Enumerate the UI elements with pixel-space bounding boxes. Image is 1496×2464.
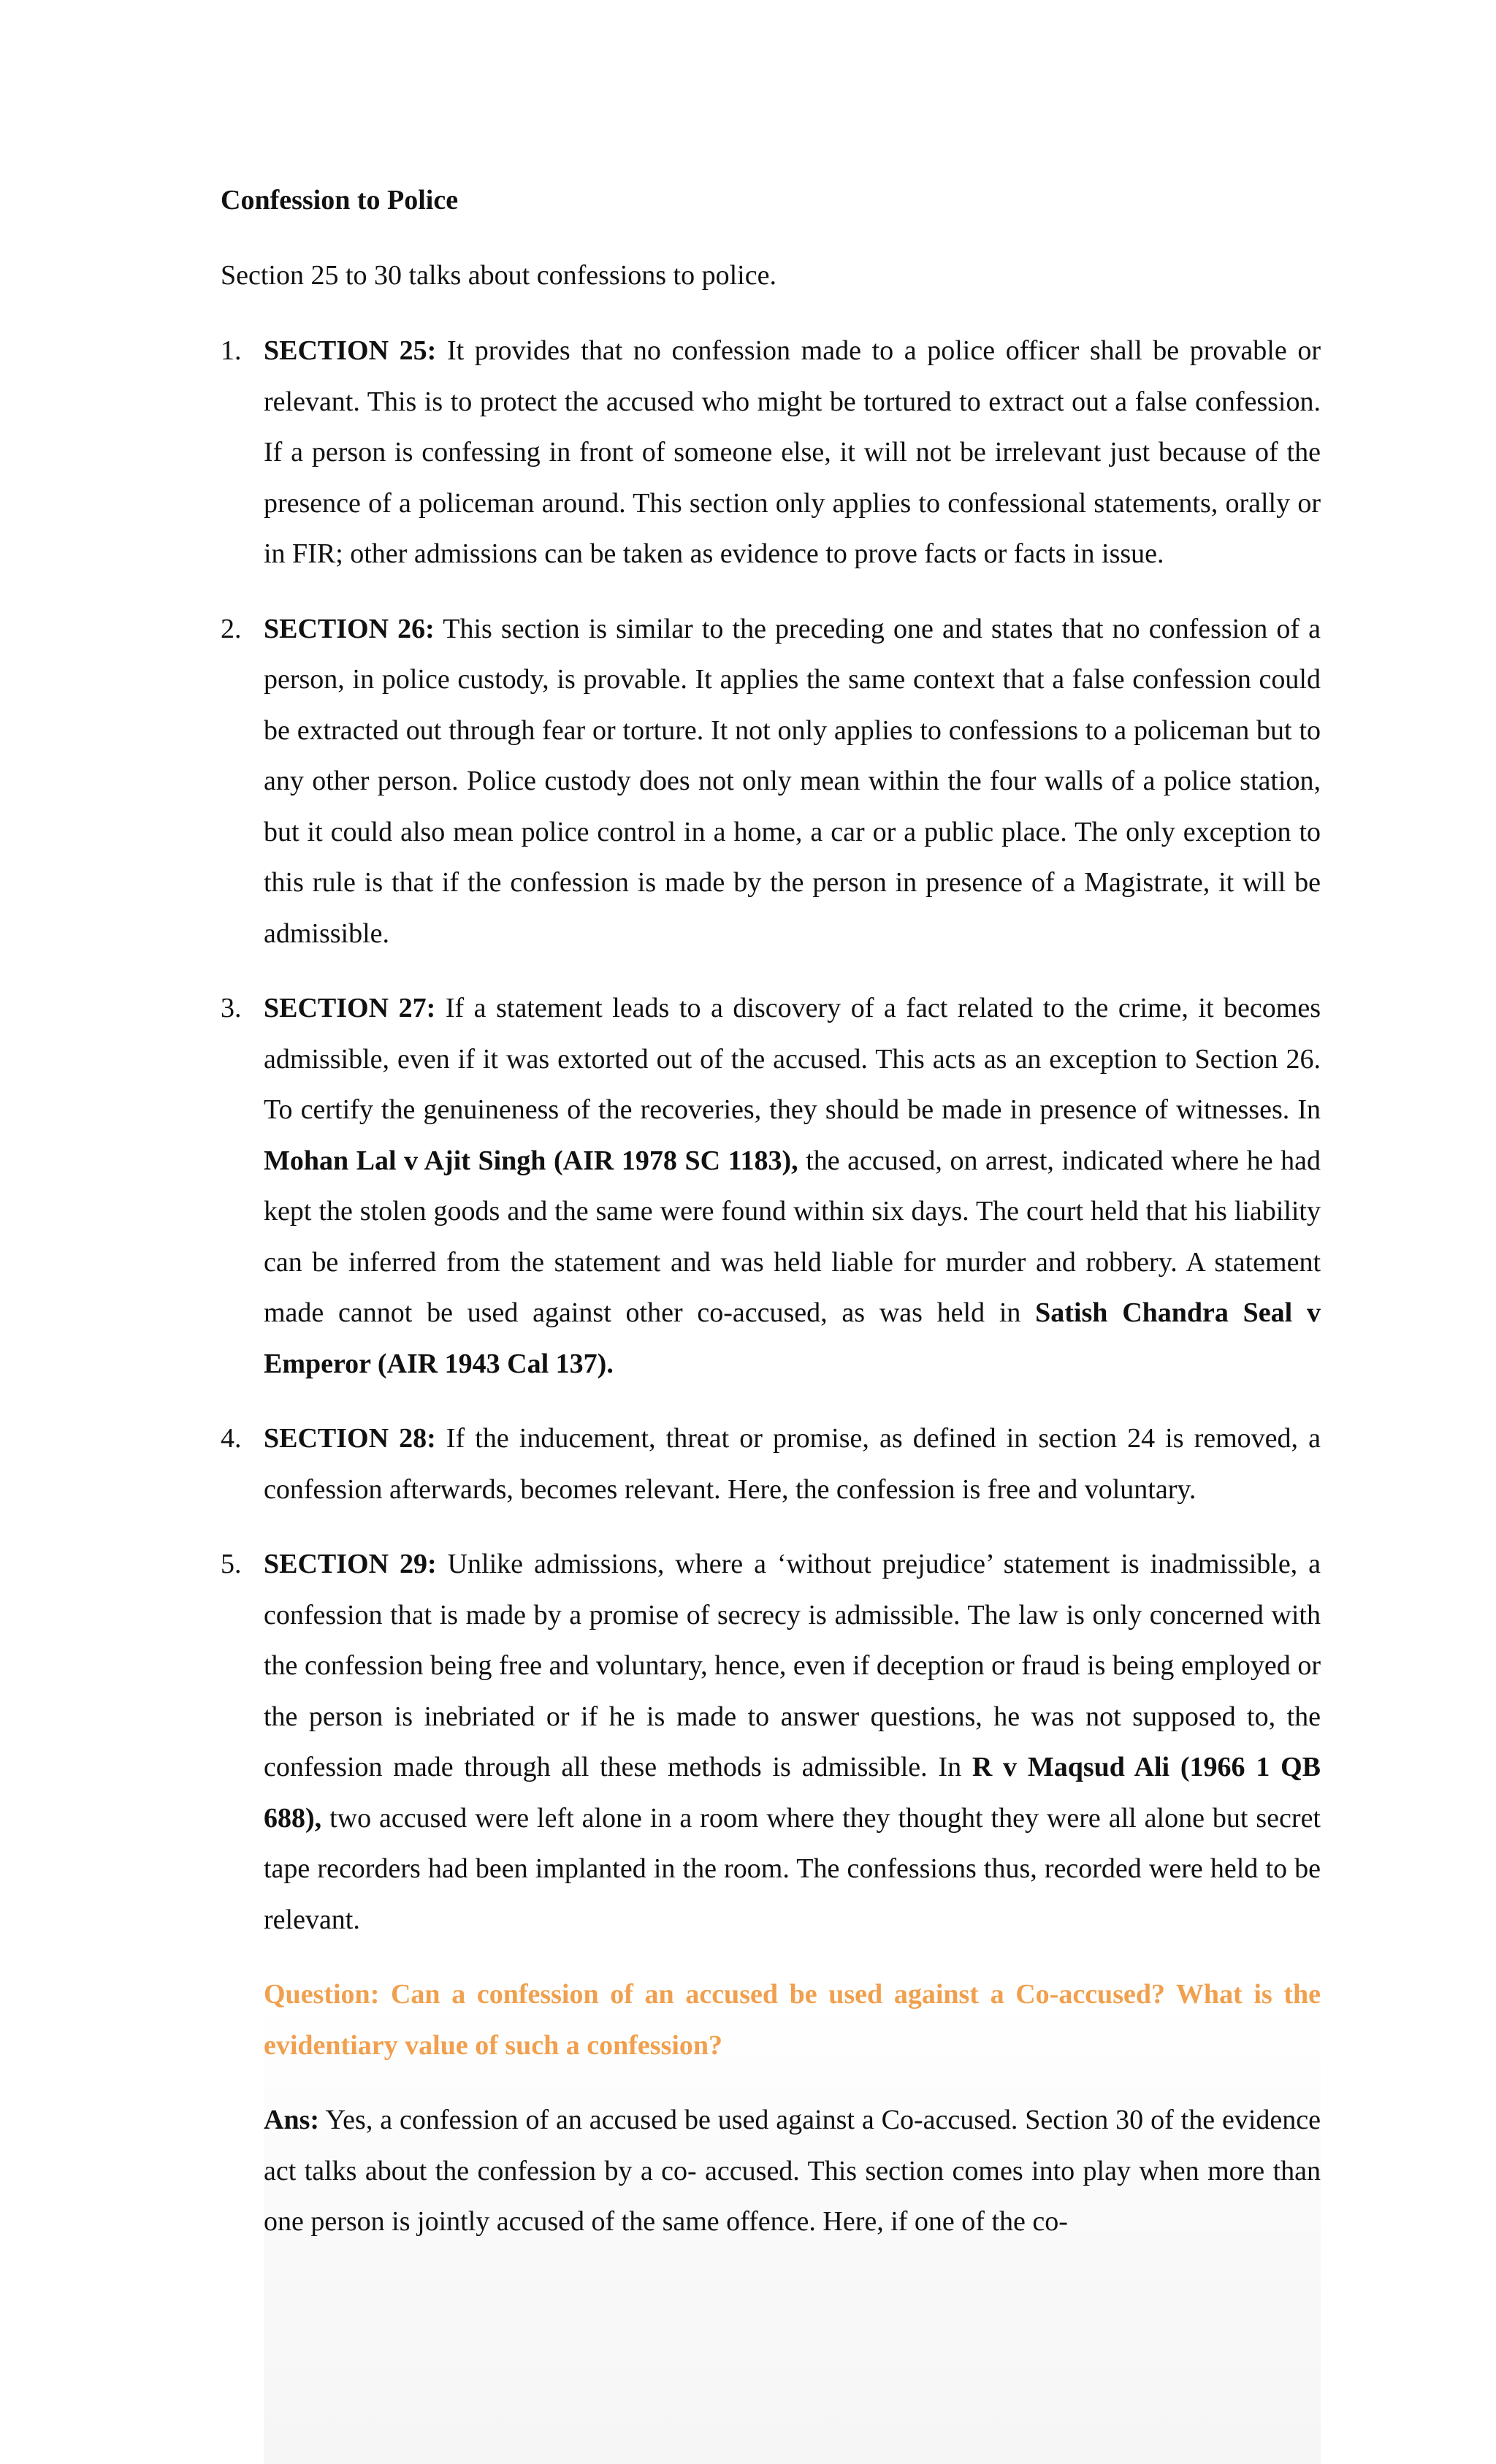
list-number: 3. <box>221 993 242 1023</box>
list-item-section-29 <box>221 1539 1321 1945</box>
list-item-section-26 <box>221 604 1321 960</box>
section-text: the accused, on arrest, indicated where he had kept the stolen goods and the same were found within six days. The court held that his liability can be inferred from the statement and was held liable for murder and robbery. A statement made cannot be used against other co-accused, as was held in <box>264 1145 1321 1328</box>
section-text: two accused were left alone in a room where they thought they were all alone but secret tape recorders had been implanted in the room. The confessions thus, recorded were held to be relevant. <box>264 1802 1321 1935</box>
case-citation: Mohan Lal v Ajit Singh (AIR 1978 SC 1183), <box>264 1145 798 1176</box>
section-text: If the inducement, threat or promise, as defined in section 24 is removed, a confession afterwards, becomes relevant. Here, the confession is free and voluntary. <box>264 1423 1321 1505</box>
list-number: 1. <box>221 335 242 366</box>
list-item-section-27 <box>221 983 1321 1389</box>
list-item-section-25 <box>221 326 1321 580</box>
case-citation: Satish Chandra Seal v Emperor (AIR 1943 Cal 137). <box>264 1297 1321 1379</box>
section-text: Unlike admissions, where a ‘without prejudice’ statement is inadmissible, a confession that is made by a promise of secrecy is admissible. The law is only concerned with the confession being free and voluntary, hence, even if deception or fraud is being employed or the person is inebriated or if he is made to answer questions, he was not supposed to, the confession made through all these methods is admissible. In <box>264 1549 1321 1782</box>
section-text: If a statement leads to a discovery of a fact related to the crime, it becomes admissible, even if it was extorted out of the accused. This acts as an exception to Section 26. To certify the genuineness of the recoveries, they should be made in presence of witnesses. In <box>264 993 1321 1125</box>
section-label: SECTION 26: <box>264 613 435 644</box>
document-body <box>221 175 1321 2248</box>
document-title: Confession to Police <box>221 185 459 215</box>
answer-label: Ans: <box>264 2105 320 2135</box>
list-item-section-28 <box>221 1414 1321 1515</box>
section-label: SECTION 25: <box>264 335 437 366</box>
list-number: 4. <box>221 1423 242 1454</box>
section-text: It provides that no confession made to a police officer shall be provable or relevant. This is to protect the accused who might be tortured to extract out a false confession. If a person is confessing in front of someone else, it will not be irrelevant just because of the presence of a policeman around. This section only applies to confessional statements, orally or in FIR; other admissions can be taken as evidence to prove facts or facts in issue. <box>264 335 1321 569</box>
answer-text: Yes, a confession of an accused be used against a Co-accused. Section 30 of the evidence act talks about the confession by a co- accused. This section comes into play when more than one person is jointly accused of the same offence. Here, if one of the co- <box>264 2105 1321 2237</box>
list-number: 2. <box>221 613 242 644</box>
case-citation: R v Maqsud Ali (1966 1 QB 688), <box>264 1752 1321 1834</box>
intro-paragraph: Section 25 to 30 talks about confessions to police. <box>221 260 776 291</box>
section-label: SECTION 27: <box>264 993 436 1023</box>
list-number: 5. <box>221 1549 242 1579</box>
section-text: This section is similar to the preceding one and states that no confession of a person, in police custody, is provable. It applies the same context that a false confession could be extracted out through fear or torture. It not only applies to confessions to a policeman but to any other person. Police custody does not only mean within the four walls of a police station, but it could also mean police control in a home, a car or a public place. The only exception to this rule is that if the confession is made by the person in presence of a Magistrate, it will be admissible. <box>264 613 1321 949</box>
answer-paragraph <box>264 2095 1321 2248</box>
section-label: SECTION 28: <box>264 1423 436 1454</box>
question-heading: Question: Can a confession of an accused be used against a Co-accused? What is the evidentiary value of such a confession? <box>264 1979 1321 2061</box>
section-label: SECTION 29: <box>264 1549 437 1579</box>
